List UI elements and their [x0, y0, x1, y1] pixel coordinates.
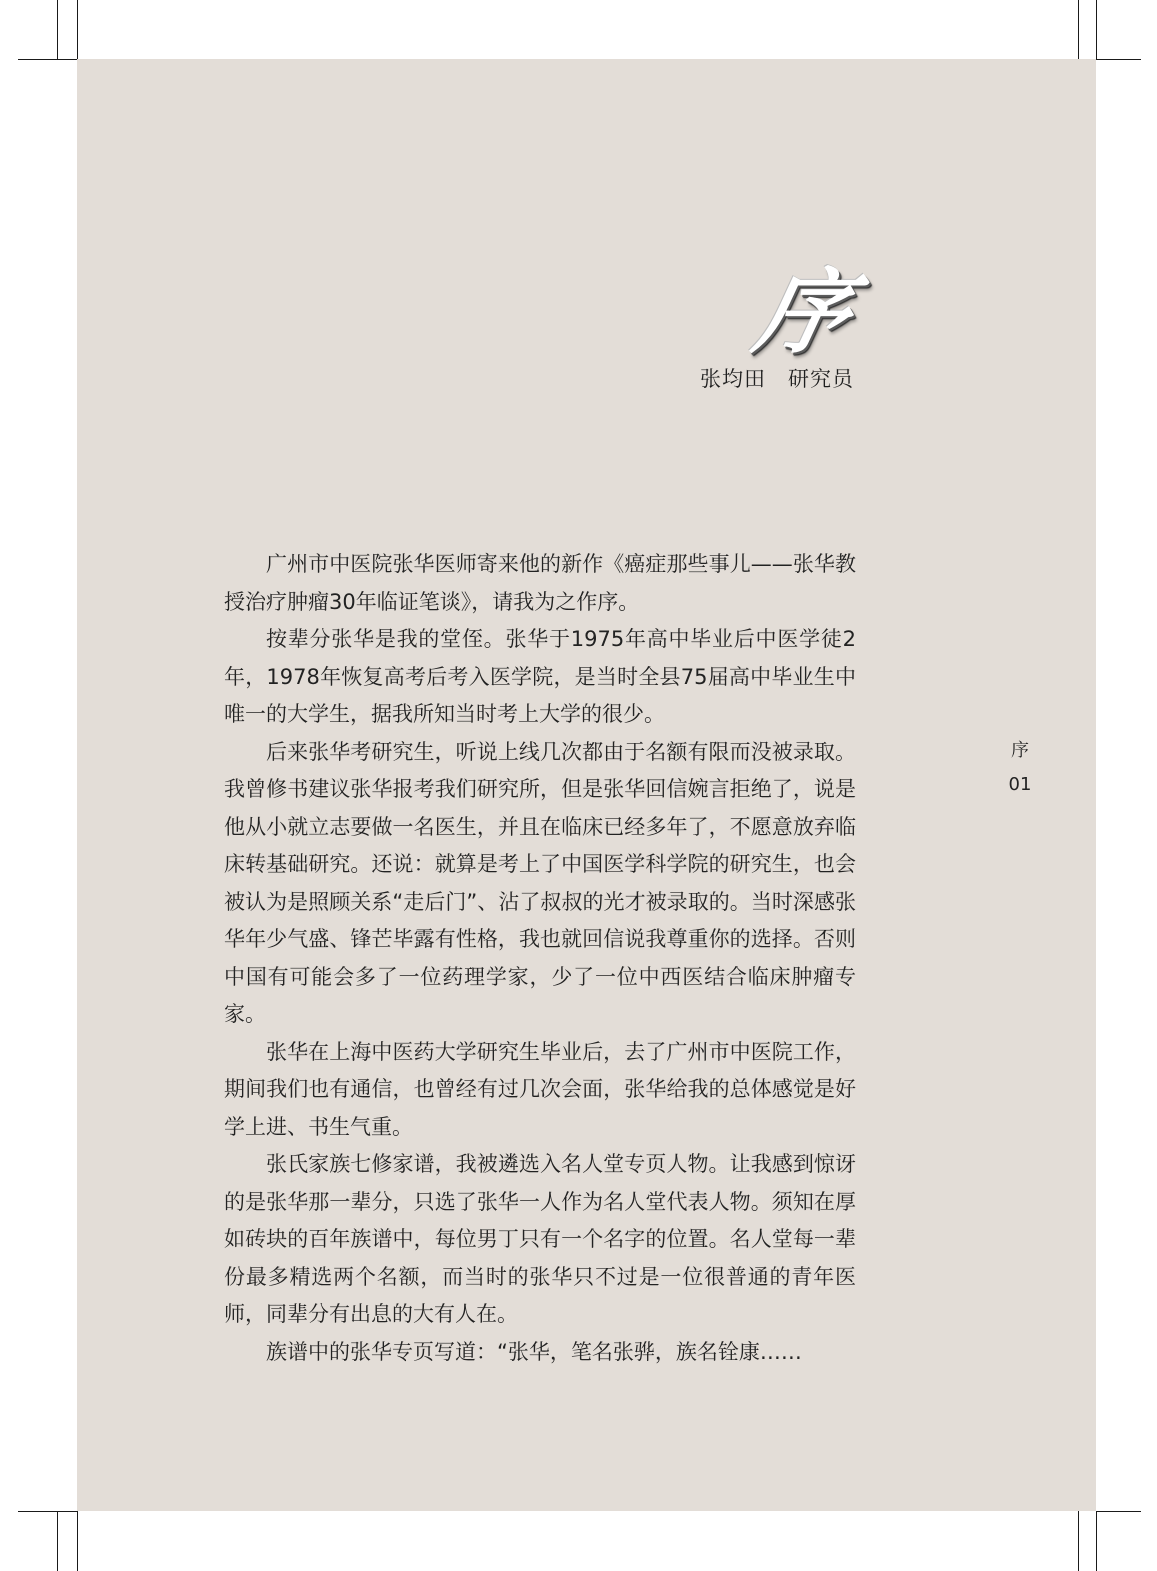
crop-mark: [57, 0, 58, 59]
crop-mark: [77, 0, 78, 59]
paragraph: 后来张华考研究生，听说上线几次都由于名额有限而没被录取。我曾修书建议张华报考我们研究所，但是张华回信婉言拒绝了，说是他从小就立志要做一名医生，并且在临床已经多年了，不愿意放弃临床转基础研究。还说：就算是考上了中国医学科学院的研究生，也会被认为是照顾关系“走后门”、沾了叔叔的光才被录取的。当时深感张华年少气盛、锋芒毕露有性格，我也就回信说我尊重你的选择。否则中国有可能会多了一位药理学家，少了一位中西医结合临床肿瘤专家。: [224, 739, 856, 1026]
paragraph: 按辈分张华是我的堂侄。张华于1975年高中毕业后中医学徒2年，1978年恢复高考后考入医学院，是当时全县75届高中毕业生中唯一的大学生，据我所知当时考上大学的很少。: [224, 627, 856, 726]
body-text: [224, 546, 856, 1371]
crop-mark: [77, 1511, 78, 1571]
crop-mark: [57, 1511, 58, 1571]
page-title: 序: [746, 258, 862, 366]
crop-mark: [1096, 0, 1097, 59]
page-number: 01: [1008, 774, 1032, 795]
author-line: 张均田 研究员: [700, 367, 854, 391]
crop-mark: [1078, 1511, 1079, 1571]
margin-label: [1008, 734, 1032, 802]
section-label: 序: [1011, 740, 1029, 761]
paragraph: 张氏家族七修家谱，我被遴选入名人堂专页人物。让我感到惊讶的是张华那一辈分，只选了张华一人作为名人堂代表人物。须知在厚如砖块的百年族谱中，每位男丁只有一个名字的位置。名人堂每一辈份最多精选两个名额，而当时的张华只不过是一位很普通的青年医师，同辈分有出息的大有人在。: [224, 1152, 856, 1326]
crop-mark: [18, 59, 77, 60]
paragraph: 张华在上海中医药大学研究生毕业后，去了广州市中医院工作，期间我们也有通信，也曾经有过几次会面，张华给我的总体感觉是好学上进、书生气重。: [224, 1039, 856, 1139]
paragraph: 族谱中的张华专页写道：“张华，笔名张骅，族名铨康……: [266, 1339, 802, 1364]
crop-mark: [1096, 59, 1141, 60]
crop-mark: [1096, 1511, 1097, 1571]
paragraph: 广州市中医院张华医师寄来他的新作《癌症那些事儿——张华教授治疗肿瘤30年临证笔谈》，请我为之作序。: [224, 552, 856, 614]
crop-mark: [18, 1511, 77, 1512]
crop-mark: [1096, 1511, 1141, 1512]
crop-mark: [1078, 0, 1079, 59]
